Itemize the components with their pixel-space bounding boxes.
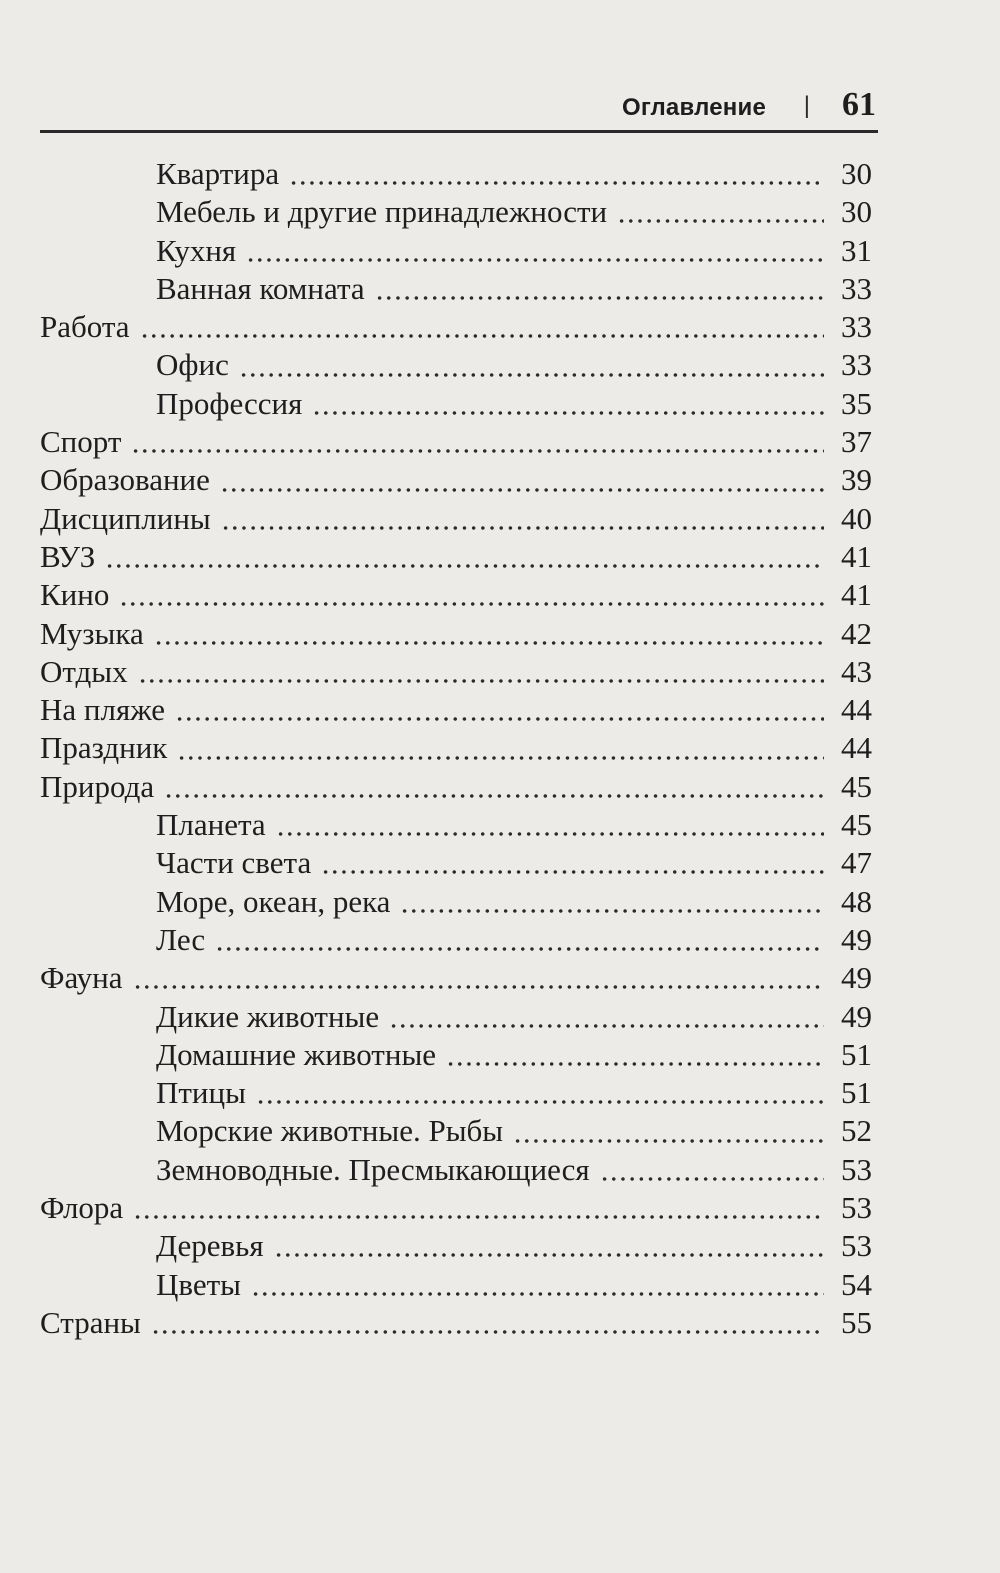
dot-leader	[221, 524, 824, 532]
toc-entry-page: 49	[841, 921, 872, 957]
toc-entry-title: Дикие животные	[156, 998, 380, 1034]
toc-entry-page: 53	[841, 1228, 872, 1264]
toc-entry[interactable]	[40, 346, 872, 384]
toc-entry-title: Деревья	[156, 1228, 264, 1264]
dot-leader	[274, 1251, 824, 1259]
toc-entry-title: Земноводные. Пресмыкающиеся	[156, 1151, 590, 1187]
toc-entry[interactable]	[40, 1036, 872, 1074]
dot-leader	[133, 983, 824, 991]
toc-entry-title: Спорт	[40, 424, 122, 460]
page-number: 61	[842, 86, 876, 123]
dot-leader	[446, 1060, 824, 1068]
toc-entry-page: 39	[841, 462, 872, 498]
toc-entry[interactable]	[40, 1112, 872, 1150]
toc-entry[interactable]	[40, 1151, 872, 1189]
toc-entry[interactable]	[40, 768, 872, 806]
toc-entry-title: Фауна	[40, 960, 123, 996]
toc-entry[interactable]	[40, 1074, 872, 1112]
toc-entry-title: Квартира	[156, 156, 280, 191]
toc-entry-page: 51	[841, 1075, 872, 1111]
toc-entry-title: Офис	[156, 347, 229, 383]
header-title: Оглавление	[622, 94, 766, 121]
toc-entry-title: Кино	[40, 577, 110, 613]
table-of-contents	[40, 155, 872, 1342]
toc-entry-title: Домашние животные	[156, 1036, 437, 1072]
dot-leader	[220, 486, 824, 494]
toc-entry-title: Музыка	[40, 615, 144, 651]
toc-entry-page: 41	[841, 577, 872, 613]
toc-entry[interactable]	[40, 729, 872, 767]
toc-entry-page: 41	[841, 538, 872, 574]
toc-entry[interactable]	[40, 308, 872, 346]
toc-entry-page: 54	[841, 1266, 872, 1302]
toc-entry[interactable]	[40, 538, 872, 576]
dot-leader	[138, 677, 824, 685]
toc-entry[interactable]	[40, 883, 872, 921]
toc-entry-page: 47	[841, 845, 872, 881]
toc-entry[interactable]	[40, 500, 872, 538]
dot-leader	[289, 179, 824, 187]
dot-leader	[513, 1137, 824, 1145]
toc-entry-title: Мебель и другие принадлежности	[156, 194, 608, 230]
toc-entry-title: Праздник	[40, 730, 168, 766]
toc-entry-page: 44	[841, 730, 872, 766]
toc-entry-page: 33	[841, 347, 872, 383]
toc-entry-title: ВУЗ	[40, 538, 96, 574]
dot-leader	[175, 715, 824, 723]
dot-leader	[215, 945, 824, 953]
toc-entry[interactable]	[40, 691, 872, 729]
toc-entry[interactable]	[40, 270, 872, 308]
toc-entry-title: Отдых	[40, 653, 128, 689]
dot-leader	[131, 447, 824, 455]
toc-entry-page: 52	[841, 1113, 872, 1149]
toc-entry[interactable]	[40, 1304, 872, 1342]
toc-entry[interactable]	[40, 193, 872, 231]
toc-entry-page: 45	[841, 807, 872, 843]
toc-entry-page: 49	[841, 960, 872, 996]
dot-leader	[600, 1175, 824, 1183]
toc-entry[interactable]	[40, 921, 872, 959]
toc-entry-title: Образование	[40, 462, 210, 498]
toc-entry-title: Части света	[156, 845, 312, 881]
dot-leader	[177, 754, 824, 762]
toc-entry[interactable]	[40, 461, 872, 499]
toc-entry[interactable]	[40, 1266, 872, 1304]
toc-entry-page: 35	[841, 385, 872, 421]
dot-leader	[239, 371, 824, 379]
toc-entry[interactable]	[40, 576, 872, 614]
toc-entry-page: 44	[841, 692, 872, 728]
toc-entry-title: Птицы	[156, 1075, 246, 1111]
toc-entry-page: 42	[841, 615, 872, 651]
toc-entry[interactable]	[40, 998, 872, 1036]
toc-entry-page: 51	[841, 1036, 872, 1072]
header-separator: |	[803, 92, 810, 119]
dot-leader	[389, 1022, 824, 1030]
toc-entry-page: 30	[841, 194, 872, 230]
dot-leader	[276, 830, 824, 838]
toc-entry-title: Планета	[156, 807, 266, 843]
dot-leader	[151, 1328, 824, 1336]
dot-leader	[312, 409, 824, 417]
dot-leader	[321, 868, 824, 876]
toc-entry-title: Природа	[40, 768, 155, 804]
toc-entry[interactable]	[40, 653, 872, 691]
dot-leader	[246, 256, 824, 264]
toc-entry-page: 53	[841, 1190, 872, 1226]
dot-leader	[251, 1290, 824, 1298]
toc-entry-title: Дисциплины	[40, 500, 211, 536]
toc-entry[interactable]	[40, 232, 872, 270]
toc-entry-page: 33	[841, 270, 872, 306]
toc-entry-page: 33	[841, 309, 872, 345]
toc-entry-page: 55	[841, 1304, 872, 1340]
toc-entry-title: Флора	[40, 1190, 124, 1226]
dot-leader	[154, 639, 824, 647]
toc-entry-page: 45	[841, 768, 872, 804]
toc-entry-title: Лес	[156, 921, 206, 957]
toc-entry[interactable]	[40, 806, 872, 844]
toc-entry[interactable]	[40, 423, 872, 461]
dot-leader	[105, 562, 824, 570]
dot-leader	[617, 217, 824, 225]
toc-entry-title: Кухня	[156, 232, 237, 268]
toc-entry-page: 49	[841, 998, 872, 1034]
toc-entry-page: 40	[841, 500, 872, 536]
dot-leader	[133, 1213, 824, 1221]
toc-entry[interactable]	[40, 385, 872, 423]
toc-entry-page: 48	[841, 883, 872, 919]
dot-leader	[164, 792, 824, 800]
toc-entry-page: 53	[841, 1151, 872, 1187]
toc-entry[interactable]	[40, 1227, 872, 1265]
toc-entry-title: Страны	[40, 1304, 141, 1340]
dot-leader	[256, 1098, 824, 1106]
toc-entry-title: На пляже	[40, 692, 165, 728]
dot-leader	[119, 600, 824, 608]
running-header	[40, 84, 878, 133]
toc-entry-page: 30	[841, 156, 872, 191]
toc-entry[interactable]	[40, 1189, 872, 1227]
dot-leader	[375, 294, 824, 302]
toc-entry[interactable]	[40, 844, 872, 882]
toc-entry-title: Работа	[40, 309, 130, 345]
toc-entry-page: 31	[841, 232, 872, 268]
toc-entry-page: 37	[841, 424, 872, 460]
toc-entry-title: Профессия	[156, 385, 303, 421]
toc-entry-page: 43	[841, 653, 872, 689]
dot-leader	[140, 332, 824, 340]
toc-entry[interactable]	[40, 155, 872, 193]
toc-entry-title: Ванная комната	[156, 270, 365, 306]
toc-entry[interactable]	[40, 615, 872, 653]
toc-entry-title: Морские животные. Рыбы	[156, 1113, 504, 1149]
dot-leader	[400, 907, 824, 915]
toc-entry-title: Цветы	[156, 1266, 241, 1302]
toc-entry[interactable]	[40, 959, 872, 997]
toc-entry-title: Море, океан, река	[156, 883, 391, 919]
